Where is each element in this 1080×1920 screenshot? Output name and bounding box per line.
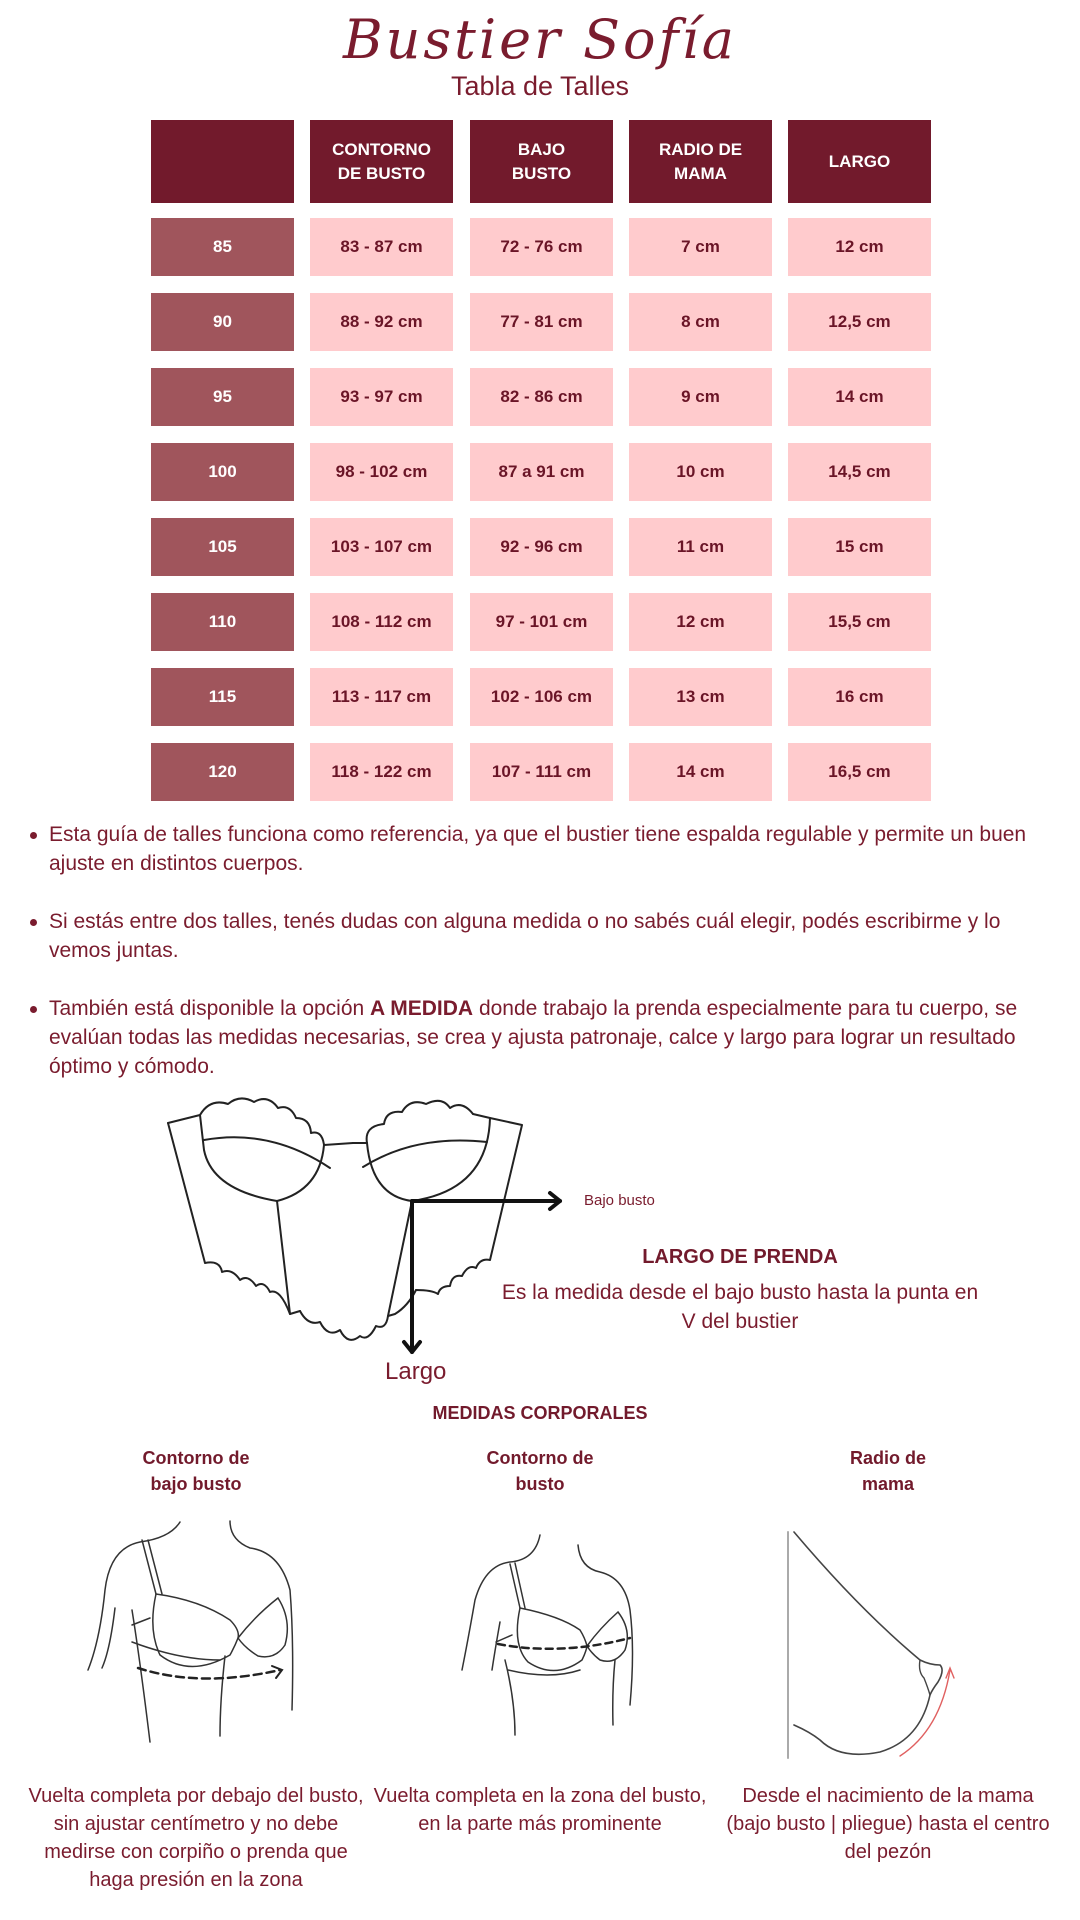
cell-largo: 12,5 cm: [788, 293, 931, 351]
cell-largo: 16 cm: [788, 668, 931, 726]
note-text: Esta guía de talles funciona como referencia, ya que el bustier tiene espalda regulable y permite un buen ajuste en distintos cuerpos.: [49, 823, 1027, 875]
cell-size: 110: [151, 593, 294, 651]
cell-contorno-de-busto: 103 - 107 cm: [310, 518, 453, 576]
cell-contorno-de-busto: 93 - 97 cm: [310, 368, 453, 426]
bustier-outline: [168, 1098, 522, 1339]
cell-contorno-de-busto: 108 - 112 cm: [310, 593, 453, 651]
header-cell-largo: [788, 120, 931, 203]
note-item: [28, 994, 1058, 1081]
measure-title-contorno-busto: [420, 1445, 660, 1497]
cell-largo: 12 cm: [788, 218, 931, 276]
cell-bajo-busto: 72 - 76 cm: [470, 218, 613, 276]
breast-profile-illustration: [780, 1520, 970, 1760]
note-text: Si estás entre dos talles, tenés dudas con alguna medida o no sabés cuál elegir, podés escribirme y lo vemos juntas.: [49, 910, 1001, 962]
cell-radio-de-mama: 14 cm: [629, 743, 772, 801]
header-line: CONTORNO: [332, 139, 431, 159]
measure-title-contorno-bajo-busto: [76, 1445, 316, 1497]
cell-radio-de-mama: 7 cm: [629, 218, 772, 276]
cell-bajo-busto: 77 - 81 cm: [470, 293, 613, 351]
cell-largo: 15,5 cm: [788, 593, 931, 651]
cell-size: 105: [151, 518, 294, 576]
cell-size: 120: [151, 743, 294, 801]
cell-bajo-busto: 97 - 101 cm: [470, 593, 613, 651]
measure-desc-contorno-busto: Vuelta completa en la zona del busto, en la parte más prominente: [373, 1785, 707, 1835]
page-subtitle: Tabla de Talles: [450, 71, 630, 101]
medidas-corporales-title: MEDIDAS CORPORALES: [432, 1403, 648, 1423]
measure-title-line: Contorno de: [142, 1448, 250, 1468]
header-line: MAMA: [674, 163, 727, 183]
bajo-busto-label: Bajo busto: [584, 1192, 655, 1209]
largo-de-prenda-description: Es la medida desde el bajo busto hasta la punta en V del bustier: [501, 1281, 979, 1333]
largo-label: Largo: [385, 1358, 447, 1385]
measure-desc-radio-mama: Desde el nacimiento de la mama (bajo busto | pliegue) hasta el centro del pezón: [726, 1785, 1050, 1863]
underbust-illustration: [80, 1520, 350, 1760]
header-line: LARGO: [828, 151, 891, 171]
header-cell-radio-de-mama: [629, 120, 772, 203]
cell-contorno-de-busto: 88 - 92 cm: [310, 293, 453, 351]
cell-contorno-de-busto: 98 - 102 cm: [310, 443, 453, 501]
note-text: También está disponible la opción: [49, 997, 371, 1020]
largo-de-prenda-title: LARGO DE PRENDA: [642, 1246, 838, 1268]
cell-bajo-busto: 82 - 86 cm: [470, 368, 613, 426]
cell-radio-de-mama: 13 cm: [629, 668, 772, 726]
cell-contorno-de-busto: 118 - 122 cm: [310, 743, 453, 801]
note-item: [28, 820, 1058, 878]
cell-bajo-busto: 107 - 111 cm: [470, 743, 613, 801]
header-cell-blank: [151, 120, 294, 203]
cell-contorno-de-busto: 113 - 117 cm: [310, 668, 453, 726]
cell-radio-de-mama: 10 cm: [629, 443, 772, 501]
cell-size: 100: [151, 443, 294, 501]
cell-size: 90: [151, 293, 294, 351]
header-line: BUSTO: [511, 163, 572, 183]
cell-radio-de-mama: 9 cm: [629, 368, 772, 426]
cell-radio-de-mama: 8 cm: [629, 293, 772, 351]
measure-title-line: mama: [861, 1474, 915, 1494]
cell-bajo-busto: 87 a 91 cm: [470, 443, 613, 501]
cell-radio-de-mama: 12 cm: [629, 593, 772, 651]
cell-size: 85: [151, 218, 294, 276]
cell-largo: 15 cm: [788, 518, 931, 576]
header-line: DE BUSTO: [337, 163, 426, 183]
brand-logo: Bustier Sofía: [342, 8, 738, 71]
note-text: donde trabajo la prenda especialmente para tu cuerpo, se evalúan todas las medidas necesarias, se crea y ajusta patronaje, calce y largo para lograr un resultado óptimo y cómodo.: [49, 997, 1018, 1078]
cell-largo: 14,5 cm: [788, 443, 931, 501]
header-cell-contorno-de-busto: [310, 120, 453, 203]
cell-bajo-busto: 102 - 106 cm: [470, 668, 613, 726]
note-item: [28, 907, 1058, 965]
header-line: RADIO DE: [658, 139, 743, 159]
header-line: BAJO: [517, 139, 566, 159]
cell-contorno-de-busto: 83 - 87 cm: [310, 218, 453, 276]
measure-title-line: bajo busto: [150, 1474, 242, 1494]
measure-title-line: Contorno de: [486, 1448, 594, 1468]
cell-largo: 16,5 cm: [788, 743, 931, 801]
measure-title-line: busto: [515, 1474, 565, 1494]
cell-bajo-busto: 92 - 96 cm: [470, 518, 613, 576]
cell-largo: 14 cm: [788, 368, 931, 426]
notes-list: [28, 820, 1058, 1110]
measure-desc-contorno-bajo-busto: Vuelta completa por debajo del busto, sin ajustar centímetro y no debe medirse con corpiño o prenda que haga presión en la zona: [28, 1785, 364, 1891]
note-emphasis: A MEDIDA: [370, 997, 474, 1020]
header-cell-bajo-busto: [470, 120, 613, 203]
cell-radio-de-mama: 11 cm: [629, 518, 772, 576]
bust-illustration: [450, 1520, 680, 1760]
measure-title-line: Radio de: [849, 1448, 926, 1468]
measure-title-radio-mama: [768, 1445, 1008, 1497]
cell-size: 95: [151, 368, 294, 426]
cell-size: 115: [151, 668, 294, 726]
